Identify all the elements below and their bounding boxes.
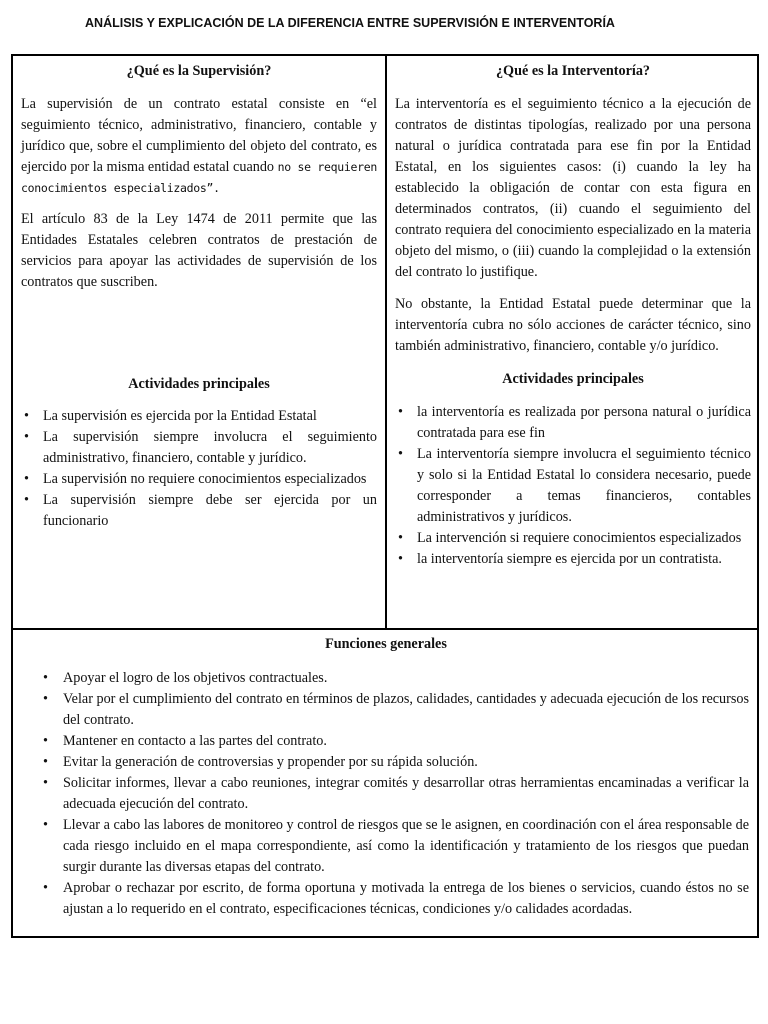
list-item: • La supervisión es ejercida por la Entidad Estatal bbox=[21, 406, 377, 427]
supervision-column bbox=[21, 56, 377, 532]
list-item: • Apoyar el logro de los objetivos contractuales. bbox=[23, 668, 749, 689]
supervision-definition-quote-end: no se requieren conocimientos especializados”. bbox=[21, 160, 378, 195]
supervision-definition bbox=[21, 94, 377, 199]
list-item: • Aprobar o rechazar por escrito, de forma oportuna y motivada la entrega de los bienes o servicios, cuando éstos no se ajustan a lo requerido en el contrato, especificaciones técnicas, condiciones y/o calidades acordadas. bbox=[23, 878, 749, 920]
supervision-activities-heading: Actividades principales bbox=[128, 376, 270, 392]
interventoria-column bbox=[395, 56, 751, 570]
column-divider bbox=[385, 56, 387, 628]
interventoria-activities-heading: Actividades principales bbox=[502, 371, 644, 387]
interventoria-note: No obstante, la Entidad Estatal puede determinar que la interventoría cubra no sólo acciones de carácter técnico, sino también administrativo, financiero, contable y/o jurídico. bbox=[395, 296, 751, 354]
supervision-article: El artículo 83 de la Ley 1474 de 2011 permite que las Entidades Estatales celebren contratos de prestación de servicios para apoyar las actividades de supervisión de los contratos que suscriben. bbox=[21, 211, 377, 290]
general-functions-section bbox=[23, 632, 749, 920]
list-item: • La intervención si requiere conocimientos especializados bbox=[395, 528, 751, 549]
interventoria-heading: ¿Qué es la Interventoría? bbox=[495, 63, 651, 79]
list-item: • Llevar a cabo las labores de monitoreo y control de riesgos que se le asignen, en coordinación con el área responsable de cada riesgo incluido en el mapa correspondiente, así como la identificación y tratamiento de los riesgos que puedan surgir durante las diversas etapas del contrato. bbox=[23, 815, 749, 878]
list-item: • la interventoría es realizada por persona natural o jurídica contratada para ese fin bbox=[395, 402, 751, 444]
section-divider bbox=[13, 628, 757, 630]
general-functions-heading: Funciones generales bbox=[325, 636, 447, 652]
document-title: ANÁLISIS Y EXPLICACIÓN DE LA DIFERENCIA ENTRE SUPERVISIÓN E INTERVENTORÍA bbox=[85, 16, 615, 30]
list-item: • La supervisión siempre involucra el seguimiento administrativo, financiero, contable y jurídico. bbox=[21, 427, 377, 469]
list-item: • La interventoría siempre involucra el seguimiento técnico y solo si la Entidad Estatal lo considera necesario, puede corresponder a temas financieros, contables administrativos y jurídicos. bbox=[395, 444, 751, 528]
list-item: • Mantener en contacto a las partes del contrato. bbox=[23, 731, 749, 752]
list-item: • la interventoría siempre es ejercida por un contratista. bbox=[395, 549, 751, 570]
list-item: • La supervisión no requiere conocimientos especializados bbox=[21, 469, 377, 490]
list-item: • Evitar la generación de controversias y propender por su rápida solución. bbox=[23, 752, 749, 773]
comparison-table bbox=[11, 54, 759, 938]
interventoria-definition: La interventoría es el seguimiento técnico a la ejecución de contratos de distintas tipologías, realizado por una persona natural o jurídica contratada para ese fin por la Entidad Estatal, en los siguientes casos: (i) cuando la ley ha establecido la obligación de contar con esta figura en determinados contratos, (ii) cuando el seguimiento del contrato requiera del conocimiento especializado en la materia objeto del mismo, o (iii) cuando la complejidad o la extensión del contrato lo justifique. bbox=[395, 96, 751, 280]
supervision-definition-text: La supervisión de un contrato estatal consiste en “el seguimiento técnico, administrativo, financiero, contable y jurídico que, sobre el cumplimiento del objeto del contrato, es ejercido por la misma entidad estatal cuando bbox=[21, 96, 377, 175]
list-item: • Solicitar informes, llevar a cabo reuniones, integrar comités y desarrollar otras herramientas encaminadas a verificar la adecuada ejecución del contrato. bbox=[23, 773, 749, 815]
list-item: • La supervisión siempre debe ser ejercida por un funcionario bbox=[21, 490, 377, 532]
supervision-activities-list bbox=[21, 406, 377, 532]
list-item: • Velar por el cumplimiento del contrato en términos de plazos, calidades, cantidades y adecuada ejecución de los recursos del contrato. bbox=[23, 689, 749, 731]
supervision-heading: ¿Qué es la Supervisión? bbox=[126, 63, 272, 79]
interventoria-activities-list bbox=[395, 402, 751, 570]
general-functions-list bbox=[23, 668, 749, 920]
